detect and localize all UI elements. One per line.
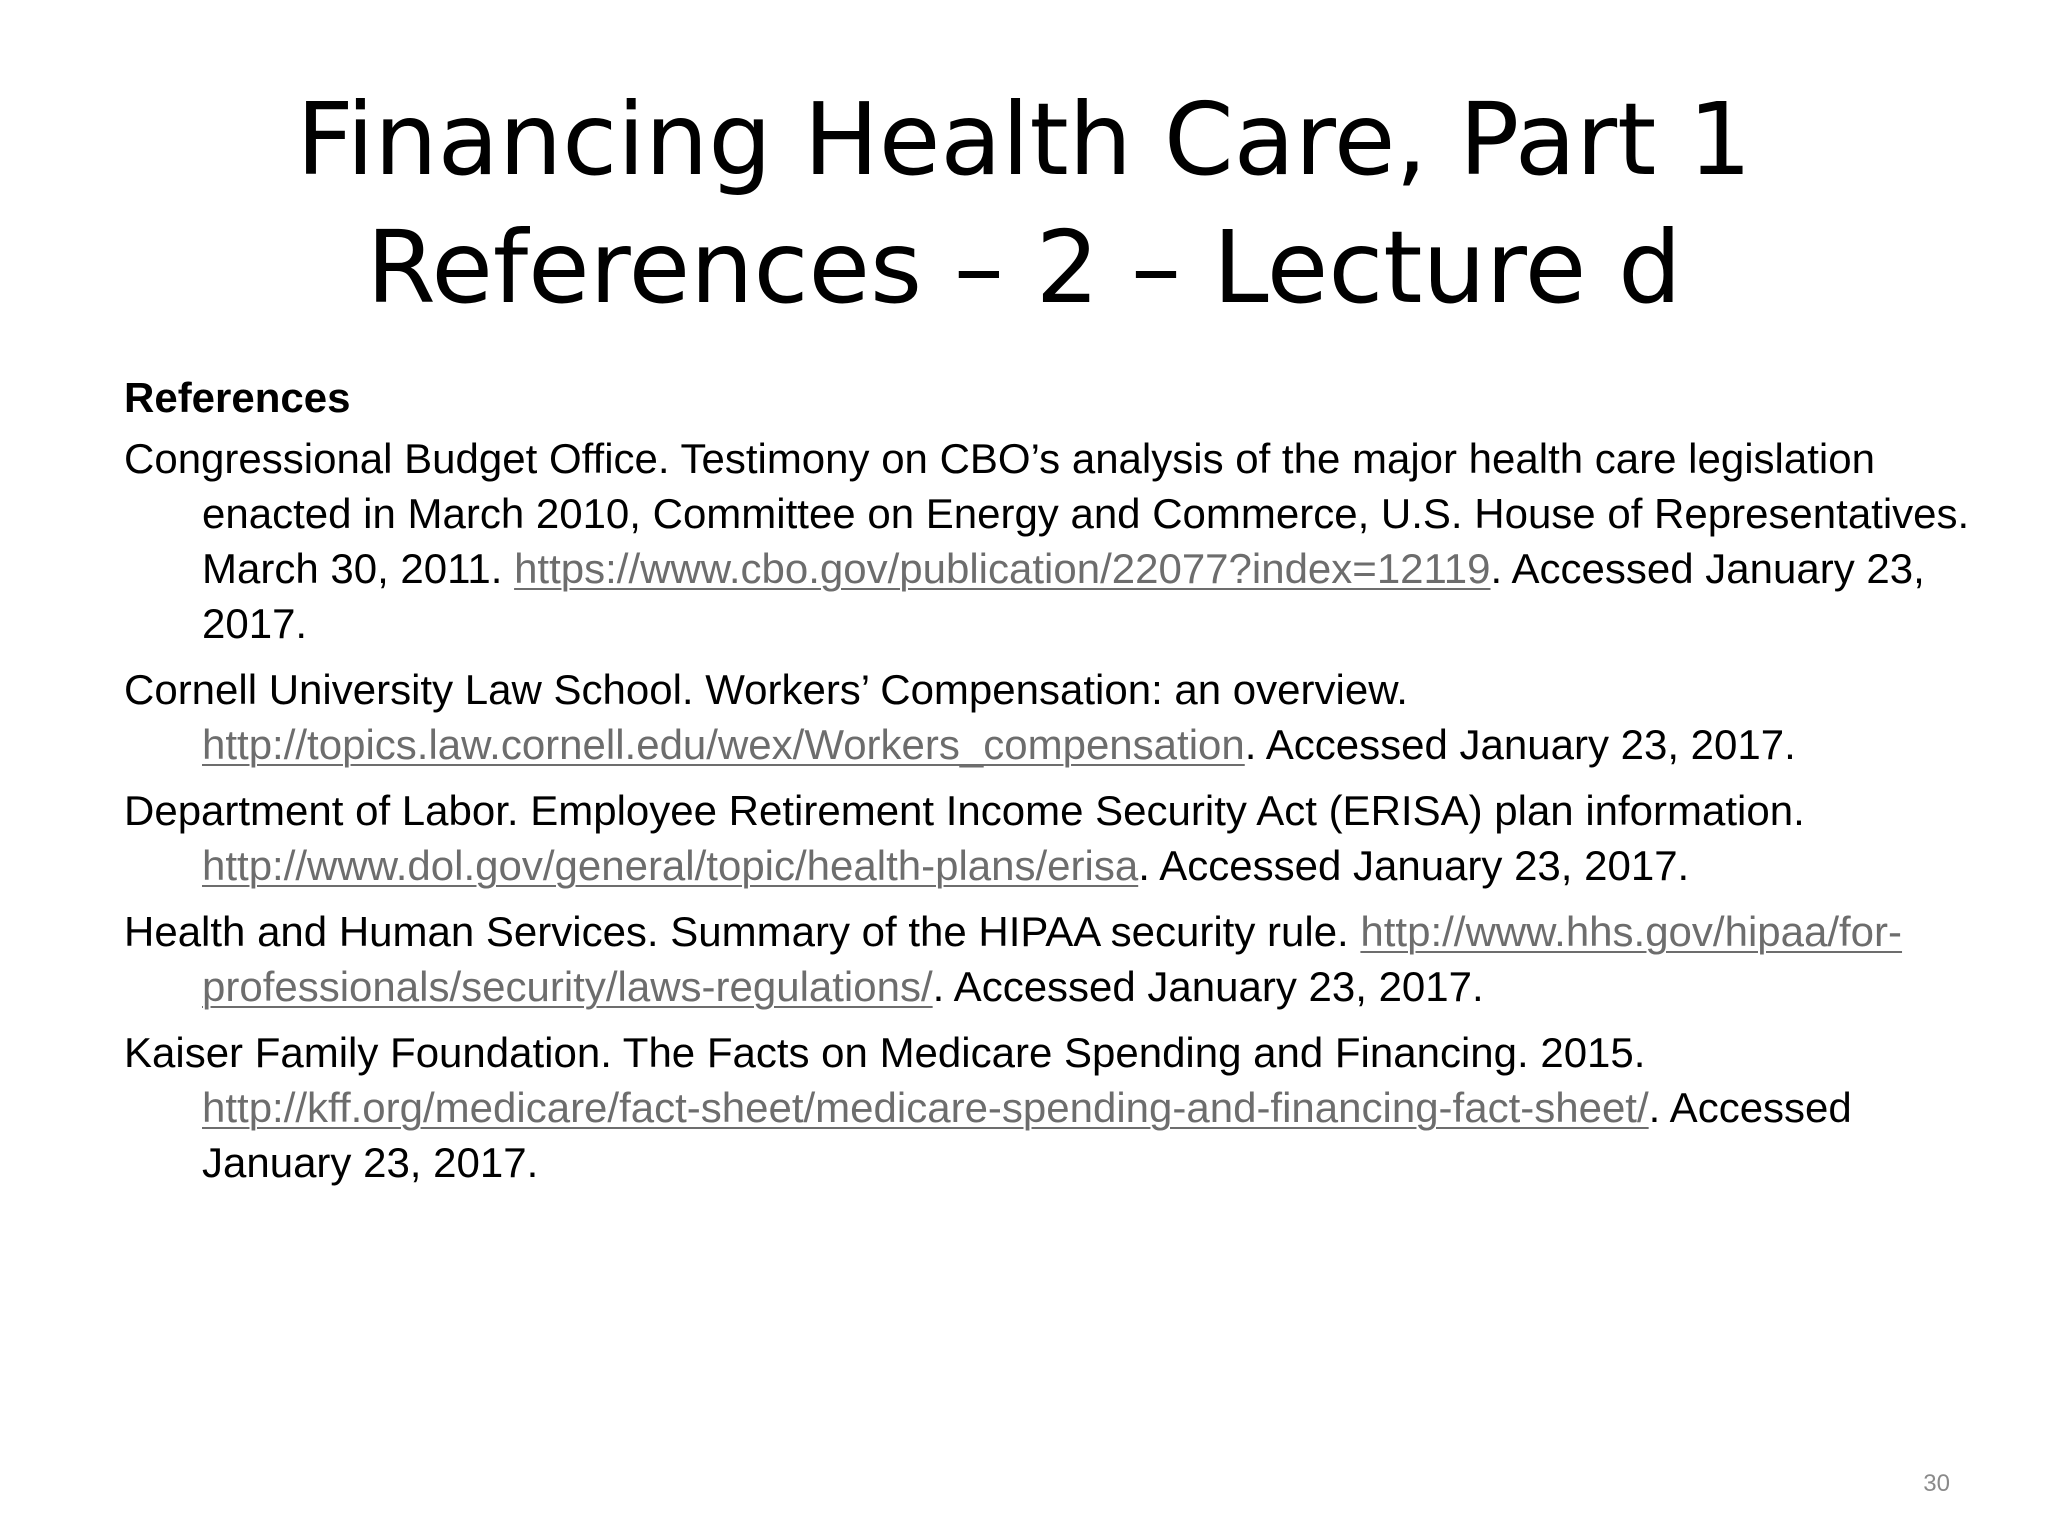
references-heading: References [124, 374, 351, 421]
title-line-1: Financing Health Care, Part 1 [296, 81, 1752, 198]
reference-text: Cornell University Law School. Workers’ Compensation: an overview. [124, 666, 1408, 713]
reference-item-cbo [124, 431, 1984, 651]
reference-link-cbo[interactable]: https://www.cbo.gov/publication/22077?index=12119 [514, 545, 1491, 592]
reference-item-kff [124, 1025, 1984, 1190]
reference-item-dol [124, 783, 1984, 893]
reference-text: Department of Labor. Employee Retirement Income Security Act (ERISA) plan information. [124, 787, 1805, 834]
reference-link-cornell[interactable]: http://topics.law.cornell.edu/wex/Workers_compensation [202, 721, 1245, 768]
reference-text: Congressional Budget Office. Testimony on CBO’s analysis of the major health care legislation enacted in March 2010, Committee on Energy and Commerce, U.S. House of Representatives. March 30, 2011. [124, 435, 1970, 592]
page-title [0, 76, 2048, 332]
reference-accessed: . Accessed January 23, 2017. [202, 1084, 1852, 1186]
reference-accessed: . Accessed January 23, 2017. [202, 545, 1925, 647]
references-section [124, 370, 1984, 1201]
reference-accessed: . Accessed January 23, 2017. [1244, 721, 1796, 768]
reference-item-cornell [124, 662, 1984, 772]
reference-link-kff[interactable]: http://kff.org/medicare/fact-sheet/medicare-spending-and-financing-fact-sheet/ [202, 1084, 1649, 1131]
page-number: 30 [1923, 1470, 1950, 1497]
reference-item-hhs [124, 904, 1984, 1014]
reference-link-hhs[interactable]: http://www.hhs.gov/hipaa/for-professionals/security/laws-regulations/ [202, 908, 1903, 1010]
reference-accessed: . Accessed January 23, 2017. [932, 963, 1484, 1010]
reference-link-dol[interactable]: http://www.dol.gov/general/topic/health-plans/erisa [202, 842, 1139, 889]
reference-accessed: . Accessed January 23, 2017. [1138, 842, 1690, 889]
reference-text: Health and Human Services. Summary of the HIPAA security rule. [124, 908, 1361, 955]
reference-text: Kaiser Family Foundation. The Facts on Medicare Spending and Financing. 2015. [124, 1029, 1646, 1076]
title-line-2: References – 2 – Lecture d [366, 209, 1682, 326]
